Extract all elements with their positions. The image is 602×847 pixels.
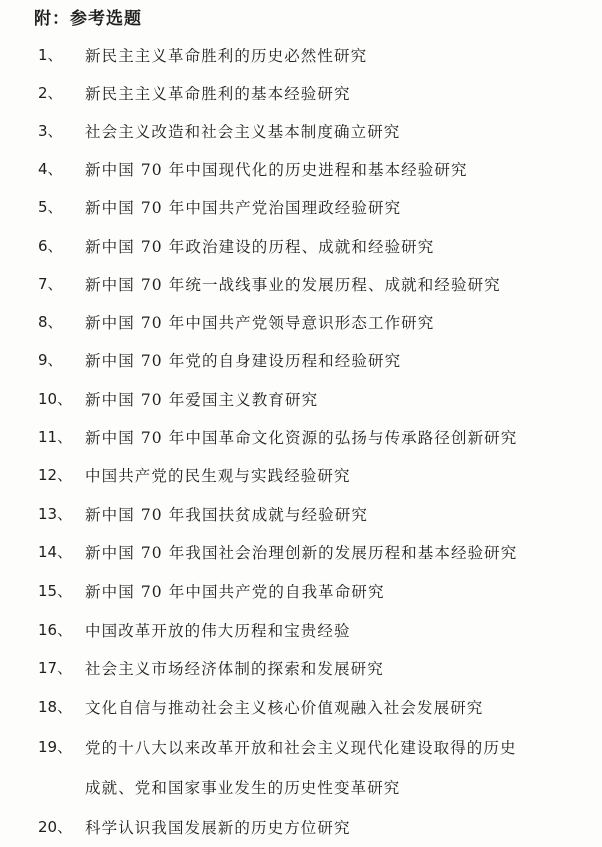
list-item-number: 4、 xyxy=(38,160,63,178)
list-item-text: 新中国 70 年中国共产党治国理政经验研究 xyxy=(85,199,402,217)
list-item-text: 新民主主义革命胜利的基本经验研究 xyxy=(85,85,351,103)
list-item-number: 14、 xyxy=(38,543,73,561)
list-item-text: 新中国 70 年中国共产党的自我革命研究 xyxy=(85,583,385,601)
list-item-text: 中国共产党的民生观与实践经验研究 xyxy=(85,467,351,485)
list-item-number: 18、 xyxy=(38,698,73,716)
list-item-text: 新中国 70 年我国社会治理创新的发展历程和基本经验研究 xyxy=(85,544,518,562)
list-item-text: 新中国 70 年中国共产党领导意识形态工作研究 xyxy=(85,314,435,332)
list-item-text: 社会主义改造和社会主义基本制度确立研究 xyxy=(85,123,401,141)
list-item-text: 新中国 70 年爱国主义教育研究 xyxy=(85,391,319,409)
list-item-text: 社会主义市场经济体制的探索和发展研究 xyxy=(85,660,384,678)
list-item-number: 15、 xyxy=(38,582,73,600)
list-item-text: 新中国 70 年我国扶贫成就与经验研究 xyxy=(85,506,368,524)
list-item-number: 17、 xyxy=(38,659,73,677)
list-item-number: 19、 xyxy=(38,738,73,756)
list-item-text-continuation: 成就、党和国家事业发生的历史性变革研究 xyxy=(85,779,401,797)
list-item-text: 新中国 70 年党的自身建设历程和经验研究 xyxy=(85,352,402,370)
list-item-number: 13、 xyxy=(38,505,73,523)
list-item-number: 10、 xyxy=(38,390,73,408)
list-item-number: 7、 xyxy=(38,275,63,293)
list-item-number: 11、 xyxy=(38,428,73,446)
list-item-text: 中国改革开放的伟大历程和宝贵经验 xyxy=(85,622,351,640)
list-item-number: 8、 xyxy=(38,313,63,331)
list-item-number: 1、 xyxy=(38,46,63,64)
list-item-text: 文化自信与推动社会主义核心价值观融入社会发展研究 xyxy=(85,699,484,717)
list-item-number: 6、 xyxy=(38,237,63,255)
page-heading: 附：参考选题 xyxy=(34,9,142,29)
list-item-number: 20、 xyxy=(38,818,73,836)
list-item-text: 党的十八大以来改革开放和社会主义现代化建设取得的历史 xyxy=(85,739,517,757)
list-item-text: 新中国 70 年政治建设的历程、成就和经验研究 xyxy=(85,238,435,256)
list-item-number: 16、 xyxy=(38,621,73,639)
list-item-text: 新中国 70 年中国革命文化资源的弘扬与传承路径创新研究 xyxy=(85,429,518,447)
list-item-text: 新民主主义革命胜利的历史必然性研究 xyxy=(85,47,368,65)
list-item-text: 新中国 70 年统一战线事业的发展历程、成就和经验研究 xyxy=(85,276,501,294)
list-item-text: 科学认识我国发展新的历史方位研究 xyxy=(85,819,351,837)
list-item-number: 3、 xyxy=(38,122,63,140)
list-item-number: 9、 xyxy=(38,351,63,369)
list-item-number: 5、 xyxy=(38,198,63,216)
list-item-text: 新中国 70 年中国现代化的历史进程和基本经验研究 xyxy=(85,161,468,179)
list-item-number: 12、 xyxy=(38,466,73,484)
list-item-number: 2、 xyxy=(38,84,63,102)
